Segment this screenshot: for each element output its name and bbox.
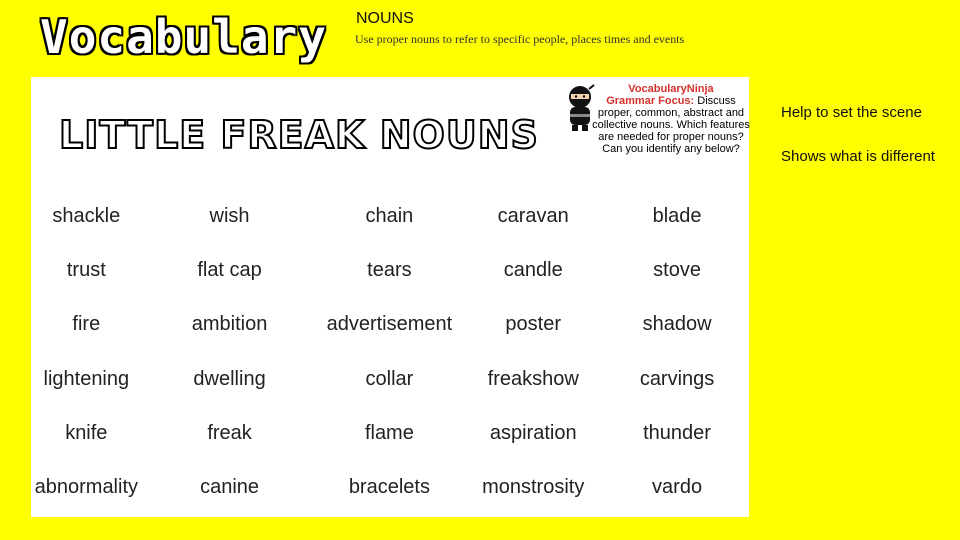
word-cell: caravan xyxy=(497,204,569,227)
word-cell: fire xyxy=(72,313,101,336)
word-cell: lightening xyxy=(43,367,130,390)
nouns-description: Use proper nouns to refer to specific people, places times and events xyxy=(355,32,685,46)
word-cell: bracelets xyxy=(348,476,430,499)
word-cell: canine xyxy=(200,476,260,499)
word-cell: freakshow xyxy=(487,367,579,390)
word-cell: tears xyxy=(367,258,412,281)
word-cell: shackle xyxy=(52,204,121,227)
nouns-heading: NOUNS xyxy=(356,10,414,27)
word-row xyxy=(31,243,749,297)
word-row xyxy=(31,352,749,406)
word-row xyxy=(31,298,749,352)
word-cell: carvings xyxy=(639,367,715,390)
word-row xyxy=(31,189,749,243)
word-cell: aspiration xyxy=(489,421,577,444)
word-cell: blade xyxy=(652,204,702,227)
word-row xyxy=(31,406,749,460)
word-cell: knife xyxy=(65,421,108,444)
word-cell: abnormality xyxy=(34,476,139,499)
slide-title: Vocabulary xyxy=(40,10,327,64)
card-title: LITTLE FREAK NOUNS xyxy=(59,113,539,157)
word-cell: poster xyxy=(505,313,562,336)
word-row xyxy=(31,460,749,514)
word-cell: vardo xyxy=(652,476,703,499)
word-cell: candle xyxy=(503,258,563,281)
word-cell: thunder xyxy=(643,421,711,444)
word-cell: stove xyxy=(653,258,701,281)
side-note-different: Shows what is different xyxy=(781,148,935,165)
word-cell: flame xyxy=(364,421,414,444)
word-cell: freak xyxy=(207,421,252,444)
word-cell: flat cap xyxy=(197,258,262,281)
side-note-scene: Help to set the scene xyxy=(781,104,922,121)
word-cell: wish xyxy=(209,204,250,227)
word-cell: chain xyxy=(365,204,414,227)
word-cell: dwelling xyxy=(193,367,266,390)
word-card-image xyxy=(31,77,749,517)
grammar-focus-text: Discuss proper, common, abstract and collective nouns. Which features are needed for proper nouns? Can you identify any below? xyxy=(592,95,750,155)
word-grid xyxy=(31,189,749,515)
word-cell: trust xyxy=(66,258,106,281)
brand-label: VocabularyNinja xyxy=(628,83,714,95)
word-cell: ambition xyxy=(191,313,268,336)
word-cell: collar xyxy=(365,367,414,390)
grammar-focus-box xyxy=(591,83,751,155)
word-cell: advertisement xyxy=(326,313,453,336)
grammar-focus-label: Grammar Focus: xyxy=(606,95,695,107)
word-cell: shadow xyxy=(642,313,712,336)
word-cell: monstrosity xyxy=(482,476,585,499)
